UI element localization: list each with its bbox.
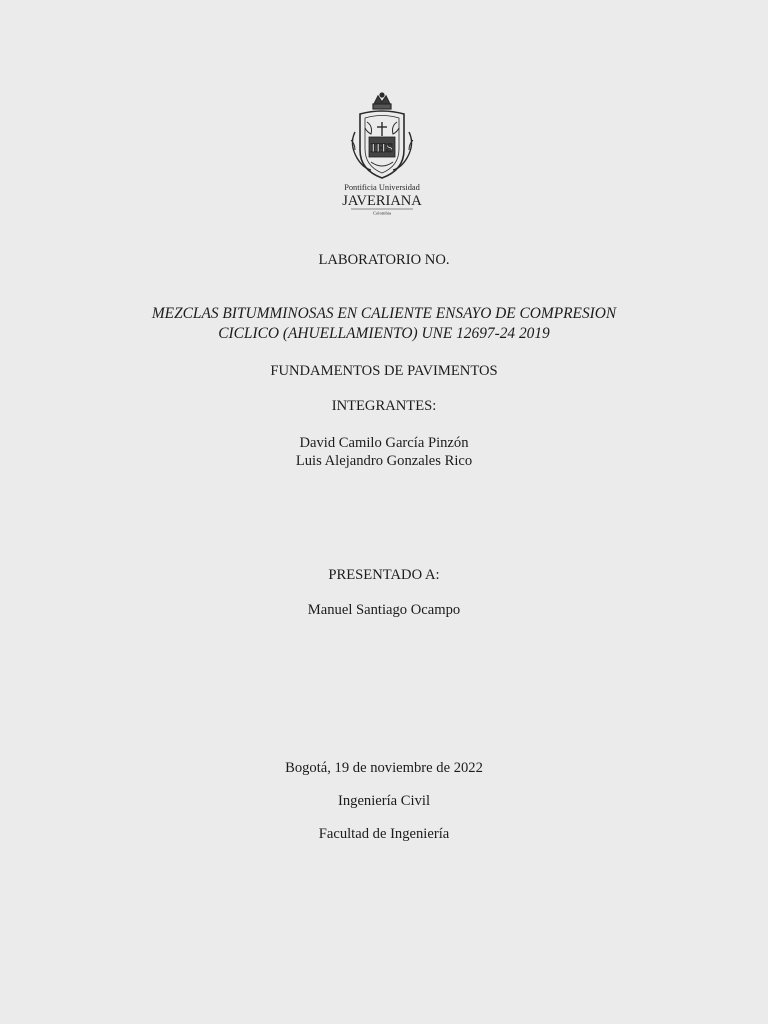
logo-line2: JAVERIANA — [342, 193, 422, 209]
logo-line3: Colombia — [372, 210, 392, 216]
member-name: Luis Alejandro Gonzales Rico — [295, 453, 473, 469]
program-name: Ingeniería Civil — [338, 793, 430, 809]
title-line-2: CICLICO (AHUELLAMIENTO) UNE 12697-24 2019 — [218, 325, 550, 342]
members-label: INTEGRANTES: — [331, 398, 437, 414]
presented-to-name: Manuel Santiago Ocampo — [307, 602, 461, 618]
date-line: Bogotá, 19 de noviembre de 2022 — [285, 760, 483, 776]
shield-icon — [351, 111, 413, 178]
title-line-1: MEZCLAS BITUMMINOSAS EN CALIENTE ENSAYO DE COMPRESION — [151, 305, 617, 322]
crest-monogram: IHS — [370, 140, 394, 155]
course-name: FUNDAMENTOS DE PAVIMENTOS — [270, 363, 498, 379]
faculty-name: Facultad de Ingeniería — [318, 826, 450, 842]
logo-line1: Pontificia Universidad — [344, 183, 420, 192]
member-name: David Camilo García Pinzón — [299, 435, 469, 451]
university-crest-logo — [333, 92, 431, 216]
presented-to-label: PRESENTADO A: — [328, 567, 440, 583]
crown-icon — [373, 93, 391, 109]
lab-number: LABORATORIO NO. — [318, 252, 450, 268]
